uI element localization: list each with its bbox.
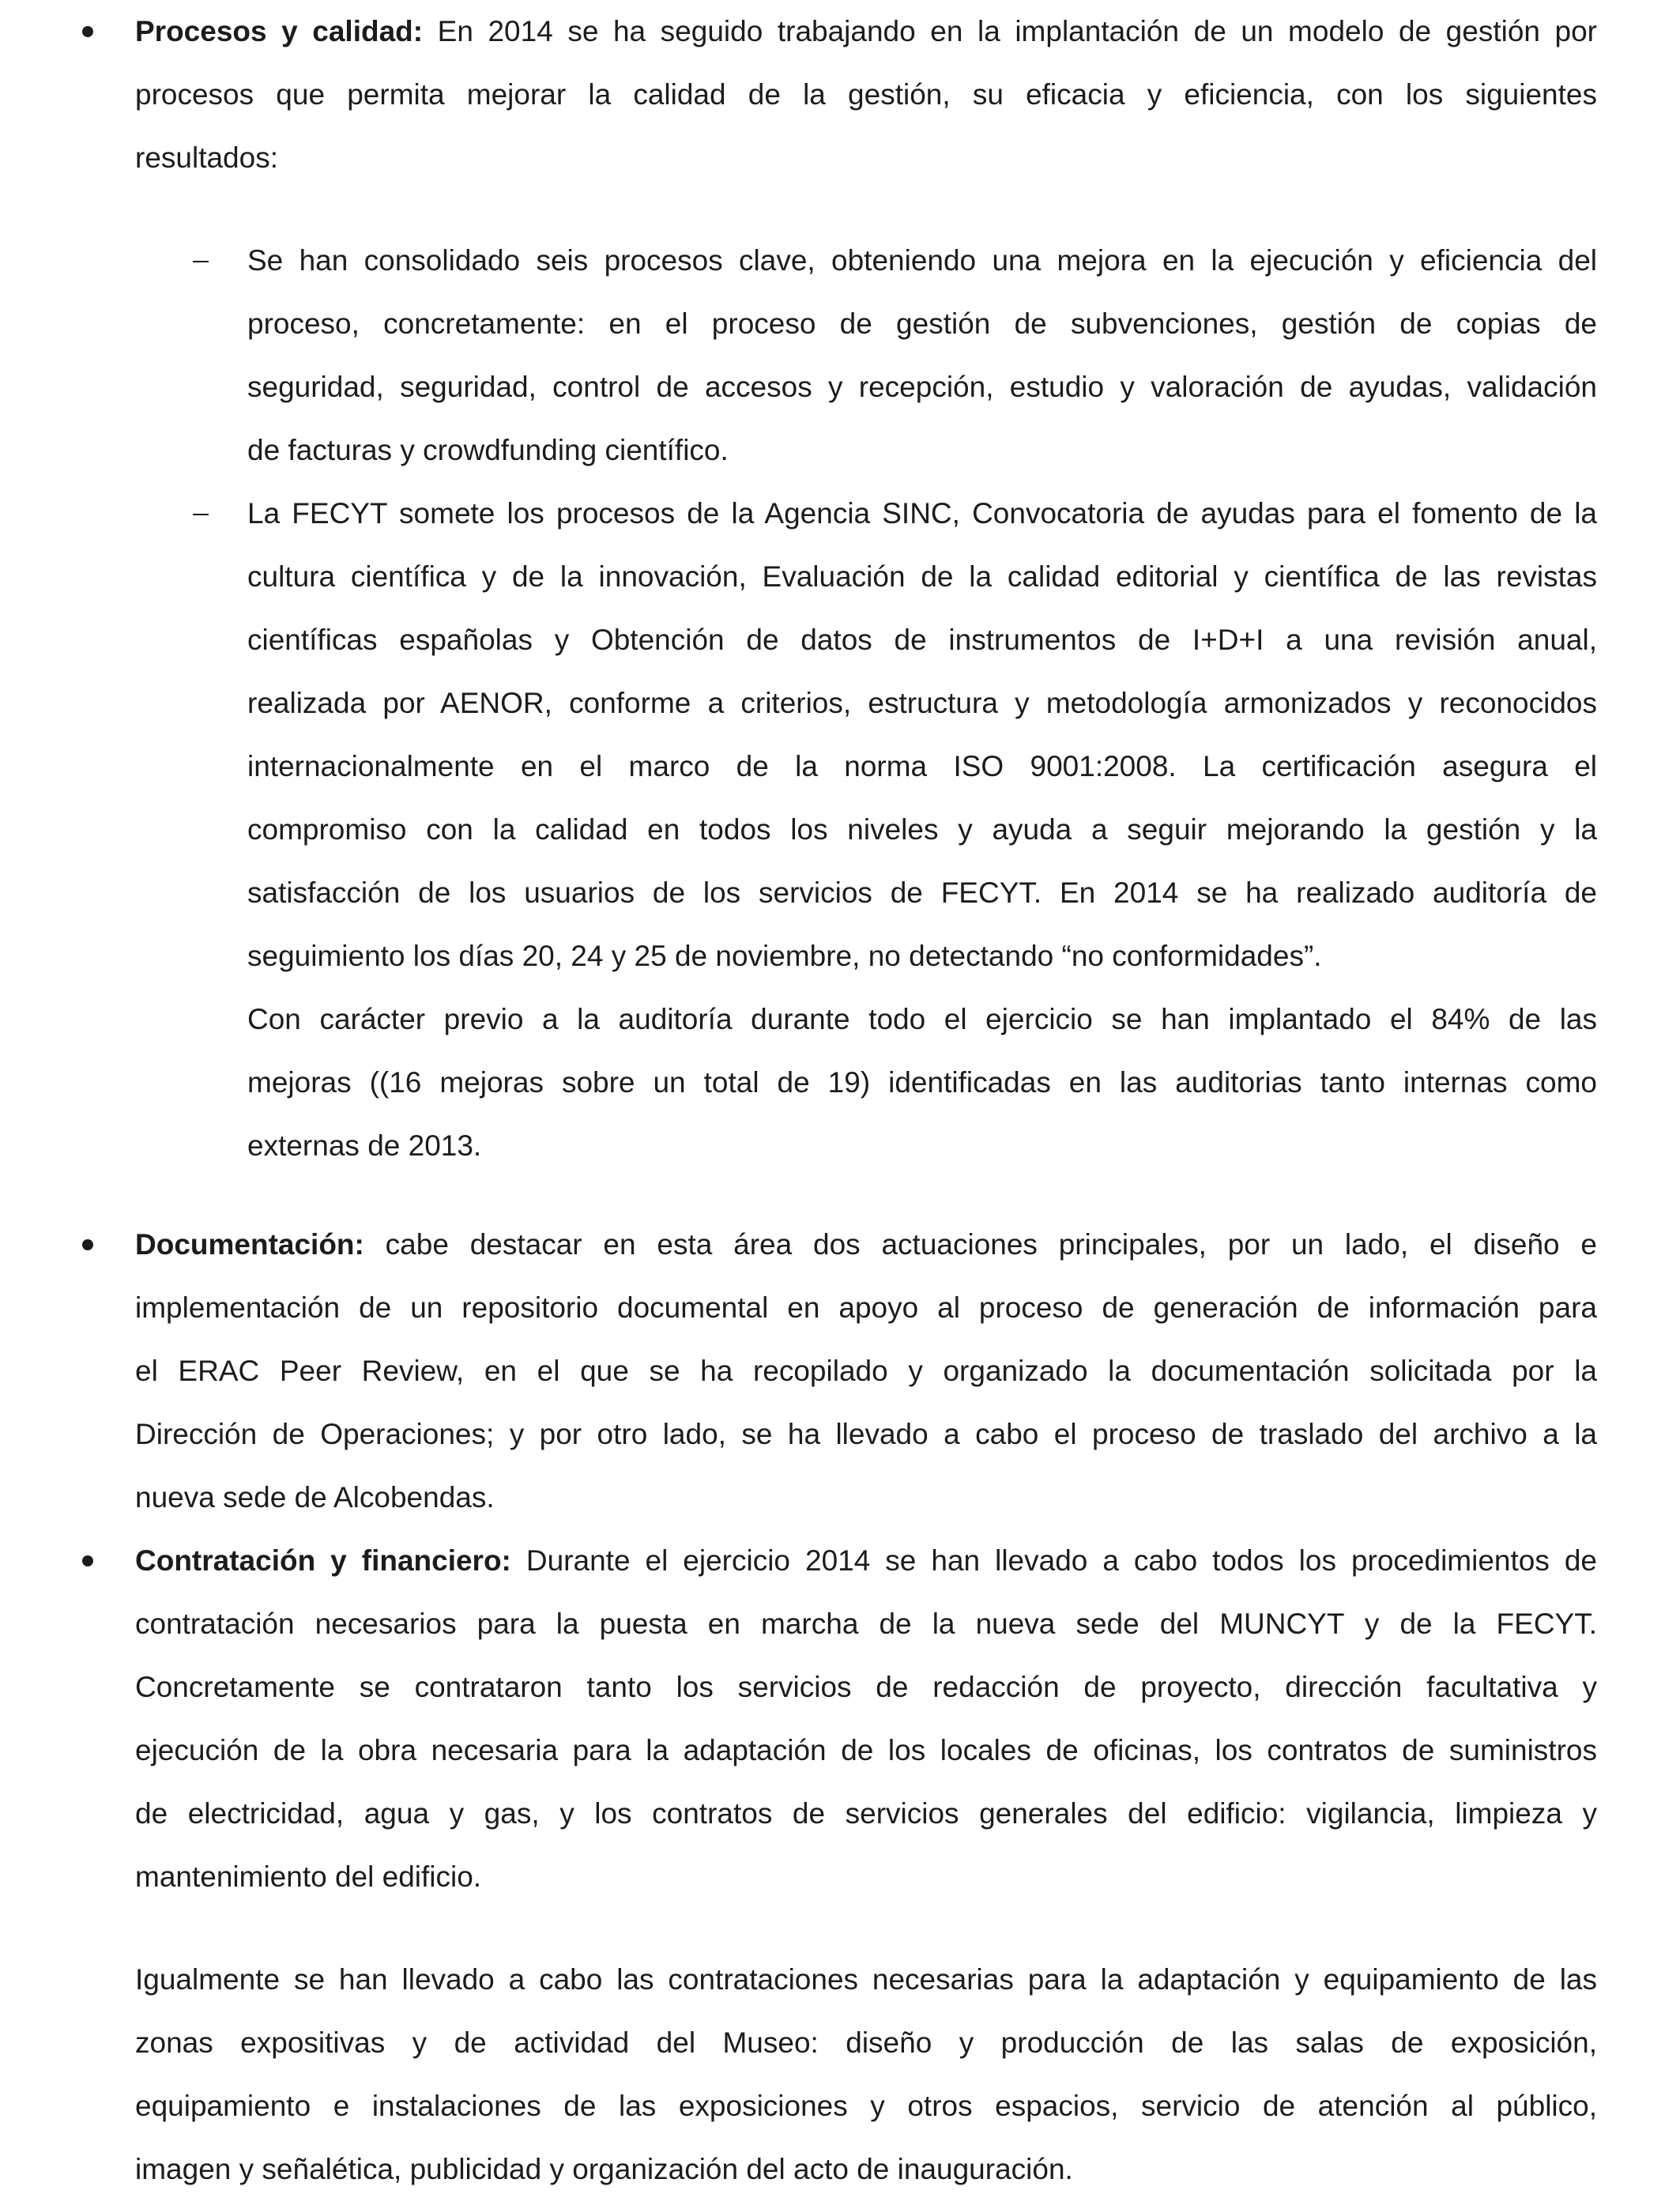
contratacion-p2-line-4: imagen y señalética, publicidad y organización del acto de inauguración. — [135, 2153, 1073, 2185]
sub1-line-3: seguridad, seguridad, control de accesos y recepción, estudio y valoración de ayudas, validación — [247, 371, 1597, 403]
bullet-procesos — [82, 26, 93, 37]
sub2-line-6: compromiso con la calidad en todos los niveles y ayuda a seguir mejorando la gestión y la — [247, 813, 1597, 846]
sub1-line-4: de facturas y crowdfunding científico. — [247, 434, 729, 466]
contratacion-p2-line-3: equipamiento e instalaciones de las exposiciones y otros espacios, servicio de atención al público, — [135, 2090, 1597, 2122]
contratacion-line-5: de electricidad, agua y gas, y los contratos de servicios generales del edificio: vigilancia, limpieza y — [135, 1797, 1597, 1830]
dash-sub1 — [193, 261, 209, 262]
bullet-documentacion — [82, 1239, 93, 1250]
sub2-line-10: mejoras ((16 mejoras sobre un total de 19) identificadas en las auditorias tanto internas como — [247, 1066, 1597, 1099]
contratacion-line-4: ejecución de la obra necesaria para la adaptación de los locales de oficinas, los contratos de suministros — [135, 1734, 1597, 1766]
contratacion-line-2: contratación necesarios para la puesta en marcha de la nueva sede del MUNCYT y de la FECYT. — [135, 1608, 1597, 1640]
contratacion-line-6: mantenimiento del edificio. — [135, 1860, 482, 1893]
sub2-line-4: realizada por AENOR, conforme a criterios, estructura y metodología armonizados y reconocidos — [247, 687, 1597, 719]
sub1-line-2: proceso, concretamente: en el proceso de gestión de subvenciones, gestión de copias de — [247, 307, 1597, 340]
sub2-line-8: seguimiento los días 20, 24 y 25 de noviembre, no detectando “no conformidades”. — [247, 940, 1322, 972]
documentacion-line-4: Dirección de Operaciones; y por otro lado, se ha llevado a cabo el proceso de traslado del archivo a la — [135, 1418, 1597, 1450]
sub2-line-7: satisfacción de los usuarios de los servicios de FECYT. En 2014 se ha realizado auditoría de — [247, 876, 1597, 909]
contratacion-heading: Contratación y financiero: — [135, 1544, 511, 1577]
sub2-line-3: científicas españolas y Obtención de datos de instrumentos de I+D+I a una revisión anual, — [247, 624, 1597, 656]
procesos-heading: Procesos y calidad: — [135, 15, 424, 47]
documentacion-line-5: nueva sede de Alcobendas. — [135, 1481, 495, 1514]
documentacion-text: cabe destacar en esta área dos actuaciones principales, por un lado, el diseño e — [363, 1228, 1597, 1261]
contratacion-text: Durante el ejercicio 2014 se han llevado a cabo todos los procedimientos de — [510, 1544, 1598, 1577]
bullet-contratacion — [82, 1555, 93, 1566]
procesos-text: En 2014 se ha seguido trabajando en la implantación de un modelo de gestión por — [423, 15, 1598, 47]
procesos-line-3: resultados: — [135, 141, 278, 174]
contratacion-line-1 — [135, 1542, 1597, 1580]
procesos-line-1 — [135, 13, 1597, 51]
sub2-line-9: Con carácter previo a la auditoría durante todo el ejercicio se han implantado el 84% de las — [247, 1003, 1597, 1035]
contratacion-p2-line-2: zonas expositivas y de actividad del Museo: diseño y producción de las salas de exposición, — [135, 2026, 1597, 2059]
contratacion-line-3: Concretamente se contrataron tanto los servicios de redacción de proyecto, dirección facultativa y — [135, 1671, 1597, 1703]
dash-sub2 — [193, 514, 209, 515]
contratacion-p2-line-1: Igualmente se han llevado a cabo las contrataciones necesarias para la adaptación y equipamiento de las — [135, 1963, 1597, 1996]
documentacion-line-1 — [135, 1226, 1597, 1264]
sub2-line-11: externas de 2013. — [247, 1129, 482, 1162]
sub2-line-5: internacionalmente en el marco de la norma ISO 9001:2008. La certificación asegura el — [247, 750, 1597, 782]
sub2-line-1: La FECYT somete los procesos de la Agencia SINC, Convocatoria de ayudas para el fomento de la — [247, 497, 1597, 530]
documentacion-line-3: el ERAC Peer Review, en el que se ha recopilado y organizado la documentación solicitada por la — [135, 1355, 1597, 1387]
documentacion-line-2: implementación de un repositorio documental en apoyo al proceso de generación de información para — [135, 1291, 1597, 1324]
procesos-line-2: procesos que permita mejorar la calidad de la gestión, su eficacia y eficiencia, con los siguientes — [135, 78, 1597, 111]
sub2-line-2: cultura científica y de la innovación, Evaluación de la calidad editorial y científica de las revistas — [247, 560, 1597, 593]
documentacion-heading: Documentación: — [135, 1228, 364, 1261]
sub1-line-1: Se han consolidado seis procesos clave, obteniendo una mejora en la ejecución y eficiencia del — [247, 244, 1597, 277]
